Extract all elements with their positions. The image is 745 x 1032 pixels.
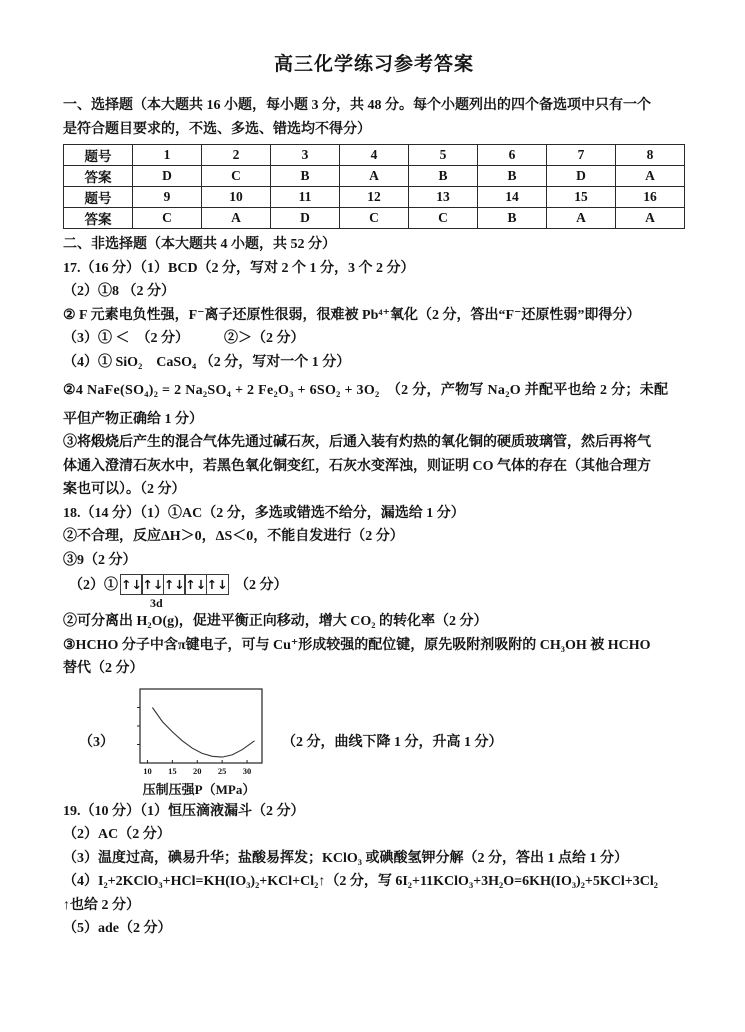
q19-line1: 19.（10 分）（1）恒压滴液漏斗（2 分） [63, 803, 305, 819]
answer-cell: 6 [478, 145, 547, 166]
answer-cell: A [547, 208, 616, 229]
answer-cell: A [616, 166, 685, 187]
orbital-boxes [120, 574, 227, 595]
orbital-box: ↑↓ [141, 574, 164, 595]
answer-cell: D [547, 166, 616, 187]
q19-line3: （3）温度过高，碘易升华；盐酸易挥发；KClO₃ 或碘酸氢钾分解（2 分，答出 1 点给 1 分） [63, 850, 628, 866]
q18-item3-score: （2 分，曲线下降 1 分，升高 1 分） [282, 735, 503, 750]
q17-line7: 平但产物正确给 1 分） [63, 411, 203, 427]
chart-x-axis-label: 压制压强P（MPa） [142, 781, 256, 797]
orbital-diagram [120, 574, 227, 610]
plot-border [140, 689, 262, 763]
answer-cell: 11 [271, 187, 340, 208]
q18-line5: ③HCHO 分子中含π键电子，可与 Cu⁺形成较强的配位键，原先吸附剂吸附的 CH₃OH 被 HCHO [63, 637, 651, 653]
q18-line1: 18.（14 分）（1）①AC（2 分，多选或错选不给分，漏选给 1 分） [63, 505, 465, 521]
conversion-curve [152, 707, 254, 757]
orbital-box: ↑↓ [163, 574, 186, 595]
pressure-chart-block [128, 685, 270, 798]
q17-line5: （4）① SiO₂ CaSO₄ （2 分，写对一个 1 分） [63, 354, 351, 370]
x-tick-label: 25 [217, 765, 227, 776]
row-header-cell: 答案 [64, 166, 133, 187]
answer-cell: 5 [409, 145, 478, 166]
section1-intro-line2: 是符合题目要求的，不选、多选、错选均不得分） [63, 121, 371, 137]
section1-intro-line1: 一、选择题（本大题共 16 小题，每小题 3 分，共 48 分。每个小题列出的四个备选项中只有一个 [63, 98, 651, 113]
row-header-cell: 答案 [64, 208, 133, 229]
answer-cell: 7 [547, 145, 616, 166]
q18-line2: ②不合理，反应ΔH＞0，ΔS＜0，不能自发进行（2 分） [63, 529, 404, 544]
q19-line4: （4）I₂+2KClO₃+HCl=KH(IO₃)₂+KCl+Cl₂↑（2 分，写 6I₂+11KClO₃+3H₂O=6KH(IO₃)₂+5KCl+3Cl₂ [63, 874, 658, 889]
x-tick-label: 30 [242, 765, 252, 776]
answer-cell: B [478, 166, 547, 187]
orbital-subshell-label: 3d [150, 596, 163, 610]
q17-line10: 案也可以）。（2 分） [63, 482, 186, 497]
q18-line6: 替代（2 分） [63, 661, 144, 676]
answer-cell: 8 [616, 145, 685, 166]
table-row [64, 187, 685, 208]
answer-cell: 16 [616, 187, 685, 208]
x-tick-label: 15 [168, 765, 177, 776]
answer-cell: A [202, 208, 271, 229]
answer-cell: D [271, 208, 340, 229]
answer-cell: 3 [271, 145, 340, 166]
answer-cell: C [133, 208, 202, 229]
row-header-cell: 题号 [64, 187, 133, 208]
q17-line9: 体通入澄清石灰水中，若黑色氧化铜变红，石灰水变浑浊，则证明 CO 气体的存在（其他合理方 [63, 458, 651, 474]
orbital-box: ↑↓ [206, 574, 229, 595]
answer-cell: 12 [340, 187, 409, 208]
q18-orbital-score: （2 分） [235, 578, 288, 593]
answer-cell: A [616, 208, 685, 229]
q17-line8: ③将煅烧后产生的混合气体先通过碱石灰，后通入装有灼热的氧化铜的硬质玻璃管，然后再将气 [63, 435, 651, 450]
q17-line2: （2）①8 （2 分） [63, 284, 175, 299]
q18-line3: ③9（2 分） [63, 552, 137, 568]
page-title: 高三化学练习参考答案 [273, 54, 474, 75]
answer-cell: A [340, 166, 409, 187]
pressure-line-chart [128, 685, 270, 781]
orbital-box: ↑↓ [120, 574, 143, 595]
answer-cell: 9 [133, 187, 202, 208]
answer-cell: B [271, 166, 340, 187]
answer-cell: B [478, 208, 547, 229]
answer-cell: 15 [547, 187, 616, 208]
q19-line5: ↑也给 2 分） [63, 897, 140, 913]
answer-cell: 2 [202, 145, 271, 166]
answer-cell: 1 [133, 145, 202, 166]
q17-equation-line: ②4 NaFe(SO₄)₂ = 2 Na₂SO₄ + 2 Fe₂O₃ + 6SO₂ + 3O₂ （2 分，产物写 Na₂O 并配平也给 2 分；未配 [63, 383, 669, 398]
x-tick-label: 10 [143, 765, 152, 776]
answer-cell: C [340, 208, 409, 229]
q17-line3: ② F 元素电负性强，F⁻离子还原性很弱，很难被 Pb⁴⁺氧化（2 分，答出“F⁻还原性弱”即得分） [63, 307, 641, 323]
q18-graph-row [79, 685, 685, 798]
answer-cell: C [409, 208, 478, 229]
table-row [64, 208, 685, 229]
answer-table-body [64, 145, 685, 229]
answer-cell: B [409, 166, 478, 187]
answer-cell: 10 [202, 187, 271, 208]
row-header-cell: 题号 [64, 145, 133, 166]
q18-line4: ②可分离出 H₂O(g)，促进平衡正向移动，增大 CO₂ 的转化率（2 分） [63, 614, 488, 629]
q18-orbital-row [69, 574, 685, 610]
q17-line1: 17.（16 分）（1）BCD（2 分，写对 2 个 1 分，3 个 2 分） [63, 260, 415, 276]
answer-table [63, 144, 685, 229]
x-tick-label: 20 [193, 765, 202, 776]
table-row [64, 166, 685, 187]
q18-item3-label: （3） [79, 735, 114, 750]
q19-line6: （5）ade（2 分） [63, 921, 172, 936]
answer-cell: 4 [340, 145, 409, 166]
q19-line2: （2）AC（2 分） [63, 827, 171, 842]
answer-cell: D [133, 166, 202, 187]
table-row [64, 145, 685, 166]
q18-orbital-prefix: （2）① [69, 578, 118, 593]
orbital-box: ↑↓ [184, 574, 207, 595]
section2-heading: 二、非选择题（本大题共 4 小题，共 52 分） [63, 237, 336, 252]
answer-cell: 14 [478, 187, 547, 208]
q17-line4: （3）① ＜ （2 分） ②＞（2 分） [63, 331, 305, 346]
answer-cell: 13 [409, 187, 478, 208]
answer-cell: C [202, 166, 271, 187]
